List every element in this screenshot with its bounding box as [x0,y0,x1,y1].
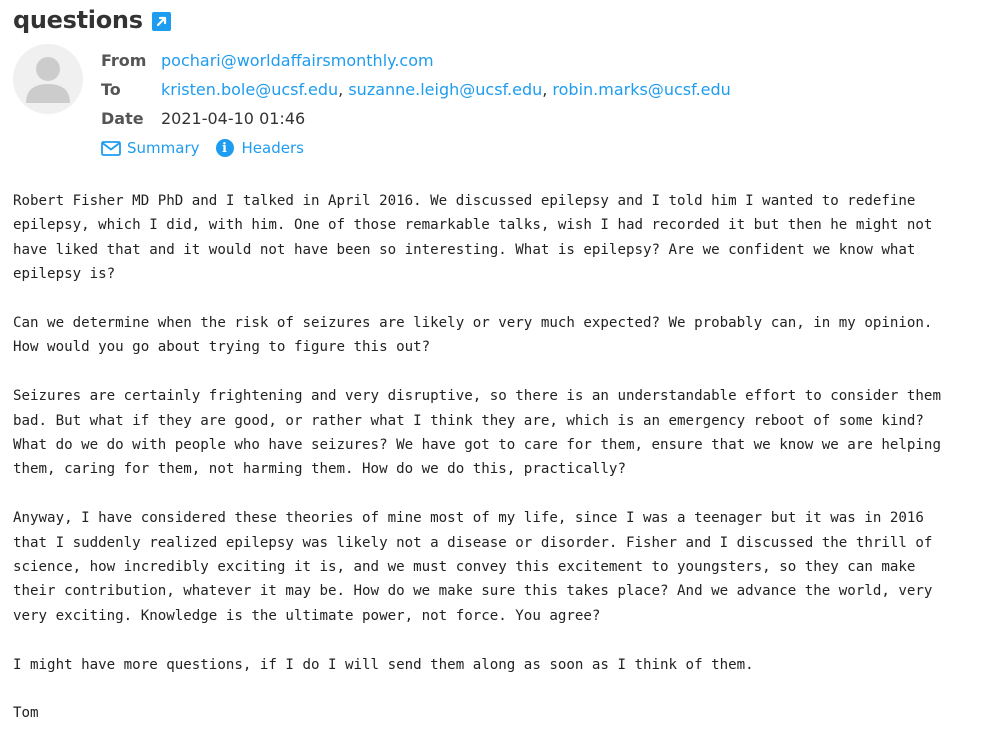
body-line: epilepsy, which I did, with him. One of those remarkable talks, wish I had recorded it but then he might not [13,217,933,234]
message-header-fields [101,46,731,133]
body-line: that I suddenly realized epilepsy was likely not a disease or disorder. Fisher and I discussed the thrill of [13,534,933,551]
body-line: bad. But what if they are good, or rather what I think they are, which is an emergency reboot of some kind? [13,412,924,429]
external-link-icon[interactable] [152,12,171,31]
to-address-link[interactable]: kristen.bole@ucsf.edu [161,80,339,99]
to-label: To [101,80,121,99]
header-actions [101,136,320,160]
user-avatar-icon [13,44,83,114]
summary-link[interactable] [101,139,200,157]
body-paragraph [13,384,993,482]
to-value [161,80,731,99]
signature: Tom [13,705,39,722]
from-row [101,46,731,75]
message-body [13,189,993,750]
date-row [101,104,731,133]
from-value [161,51,434,70]
body-line: have liked that and it would not have been so interesting. What is epilepsy? Are we confident we know what [13,241,916,258]
to-row [101,75,731,104]
body-line: Robert Fisher MD PhD and I talked in April 2016. We discussed epilepsy and I told him I wanted to redefine [13,193,916,209]
from-label: From [101,51,147,70]
body-line: them, caring for them, not harming them. How do we do this, practically? [13,461,626,478]
body-line: How would you go about trying to figure this out? [13,339,431,356]
body-line: Anyway, I have considered these theories of mine most of my life, since I was a teenager but it was in 2016 [13,510,924,527]
address-separator: , [338,80,349,99]
body-line: epilepsy is? [13,266,116,283]
address-separator: , [542,80,553,99]
from-address-link[interactable]: pochari@worldaffairsmonthly.com [161,51,434,70]
date-value: 2021-04-10 01:46 [161,109,306,128]
info-icon: i [216,139,234,157]
envelope-icon [101,141,121,156]
body-paragraph [13,506,993,628]
body-line: What do we do with people who have seizures? We have got to care for them, ensure that we know we are helping [13,437,941,454]
body-line: their contribution, whatever it may be. How do we make sure this takes place? And we advance the world, very [13,583,933,600]
body-paragraph [13,189,993,287]
body-paragraph [13,701,993,725]
body-line: I might have more questions, if I do I will send them along as soon as I think of them. [13,656,754,673]
body-line: very exciting. Knowledge is the ultimate power, not force. You agree? [13,607,601,624]
body-line: Seizures are certainly frightening and very disruptive, so there is an understandable effort to consider them [13,388,941,405]
headers-link[interactable] [216,139,304,157]
message-subject: questions [13,6,143,34]
to-address-link[interactable]: robin.marks@ucsf.edu [552,80,731,99]
body-paragraph [13,311,993,360]
body-line: Can we determine when the risk of seizures are likely or very much expected? We probably can, in my opinion. [13,315,933,332]
subject-header [13,4,171,36]
date-label: Date [101,109,144,128]
body-line: science, how incredibly exciting it is, and we must convey this excitement to youngsters, so they can make [13,559,916,576]
body-paragraph [13,653,993,677]
headers-label: Headers [241,139,304,157]
to-address-link[interactable]: suzanne.leigh@ucsf.edu [348,80,543,99]
summary-label: Summary [127,139,200,157]
